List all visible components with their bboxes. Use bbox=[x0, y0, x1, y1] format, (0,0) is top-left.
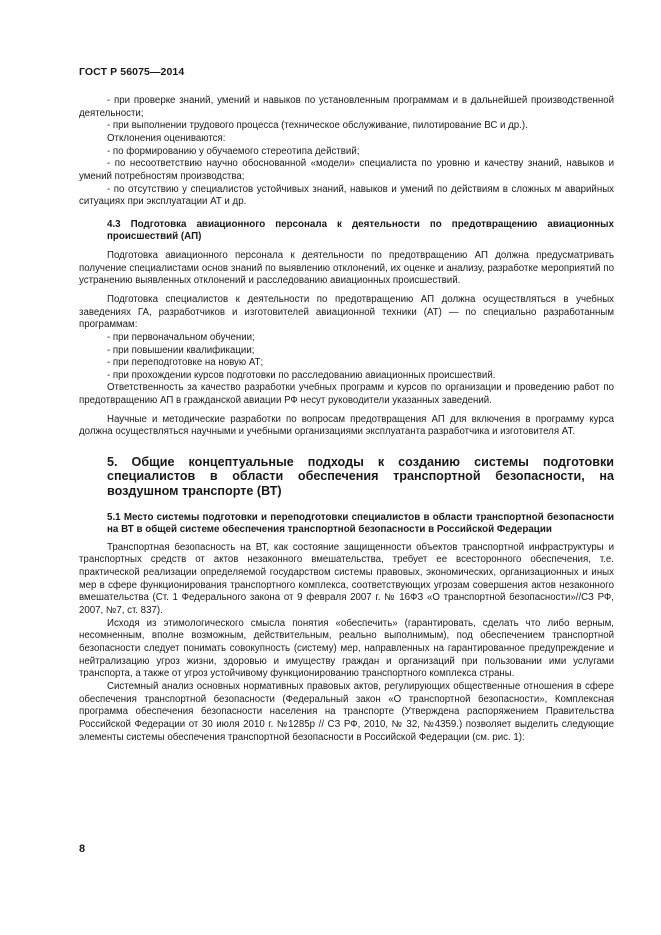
paragraph: Отклонения оцениваются: bbox=[107, 132, 226, 144]
paragraph: - по несоответствию научно обоснованной «модели» специалиста по уровню и качеству знаний, навыков и умений потребностям производства; bbox=[79, 158, 614, 182]
paragraph: Исходя из этимологического смысла понятия «обеспечить» (гарантировать, сделать что либо верным, несомненным, вполне возможным, действительным, реально выполнимым), под обеспечением транспортной безопасности следует понимать совокупность (систему) мер, направленных на гарантированное предупреждение и нейтрализацию угроз жизни, здоровью и имуществу граждан и организаций при пользовании ими услугами транспорта, а также от угроз устойчивому функционированию транспортного комплекса страны. bbox=[79, 617, 614, 680]
paragraph: - при повышении квалификации; bbox=[107, 344, 255, 356]
paragraph: - при прохождении курсов подготовки по расследованию авиационных происшествий. bbox=[107, 369, 496, 381]
paragraph: Ответственность за качество разработки учебных программ и курсов по организации и проведению работ по предотвращению АП в гражданской авиации РФ несут руководители указанных заведений. bbox=[79, 382, 614, 407]
paragraph: - при проверке знаний, умений и навыков по установленным программам и в дальнейшей производственной деятельности; bbox=[79, 95, 614, 119]
standard-code-header: ГОСТ Р 56075—2014 bbox=[79, 66, 185, 78]
section-4-3-number: 4.3 bbox=[107, 218, 121, 230]
section-5-heading: 5. Общие концептуальные подходы к созданию системы подготовки специалистов в области обеспечения транспортной безопасности, на воздушном транспорте (ВТ) bbox=[107, 455, 614, 498]
section-5-1-heading: 5.1 Место системы подготовки и переподготовки специалистов в области транспортной безопасности на ВТ в общей системе обеспечения транспортной безопасности в Российской Федерации bbox=[107, 511, 614, 536]
paragraph: - по формированию у обучаемого стереотипа действий; bbox=[107, 145, 360, 157]
paragraph: Системный анализ основных нормативных правовых актов, регулирующих общественные отношения в сфере обеспечения транспортной безопасности (Федеральный закон «О транспортной безопасности», Комплексная программа обеспечения безопасности населения на транспорте (Утверждена распоряжением Правительства Российской Федерации от 30 июля 2010 г. №1285р // СЗ РФ, 2010, № 32, №4359.) позволяет выделить следующие элементы системы обеспечения транспортной безопасности в Российской Федерации (см. рис. 1): bbox=[79, 680, 614, 743]
paragraph: Подготовка специалистов к деятельности по предотвращению АП должна осуществляться в учебных заведениях ГА, разработчиков и изготовителей авиационной техники (АТ) — по специально разработанным программам: bbox=[79, 293, 614, 331]
section-4-3-title: Подготовка авиационного персонала к деятельности по предотвращению авиационных происшествий (АП) bbox=[107, 218, 614, 243]
paragraph: - по отсутствию у специалистов устойчивых знаний, навыков и умений по действиям в сложных м аварийных ситуациях при эксплуатации АТ и др. bbox=[79, 183, 614, 208]
paragraph: Транспортная безопасность на ВТ, как состояние защищенности объектов транспортной инфраструктуры и транспортных средств от актов незаконного вмешательства, требует ее всесторонного обеспечения, т.е. практической реализации определяемой государством системы правовых, экономических, организационных и иных мер в сфере функционирования транспортного комплекса, соответствующих угрозам совершения актов незаконного вмешательства (Ст. 1 Федерального закона от 9 февраля 2007 г. № 16ФЗ «О транспортной безопасности»//СЗ РФ, 2007, №7, ст. 837). bbox=[79, 541, 614, 616]
paragraph: Подготовка авиационного персонала к деятельности по предотвращению АП должна предусматривать получение специалистами основ знаний по выявлению отклонений, их оценке и анализу, разработке мероприятий по устранению выявленных отклонений и расследованию авиационных происшествий. bbox=[79, 249, 614, 287]
paragraph: - при выполнении трудового процесса (техническое обслуживание, пилотирование ВС и др.). bbox=[107, 120, 528, 132]
paragraph: - при первоначальном обучении; bbox=[107, 331, 255, 343]
section-4-3-heading bbox=[79, 219, 614, 244]
page-body bbox=[79, 95, 614, 744]
paragraph: - при переподготовке на новую АТ; bbox=[107, 357, 264, 369]
page-number: 8 bbox=[79, 843, 86, 855]
paragraph: Научные и методические разработки по вопросам предотвращения АП для включения в программу курса должна осуществляться научными и учебными организациями эксплуатанта разработчика и изготовителя АТ. bbox=[79, 413, 614, 438]
